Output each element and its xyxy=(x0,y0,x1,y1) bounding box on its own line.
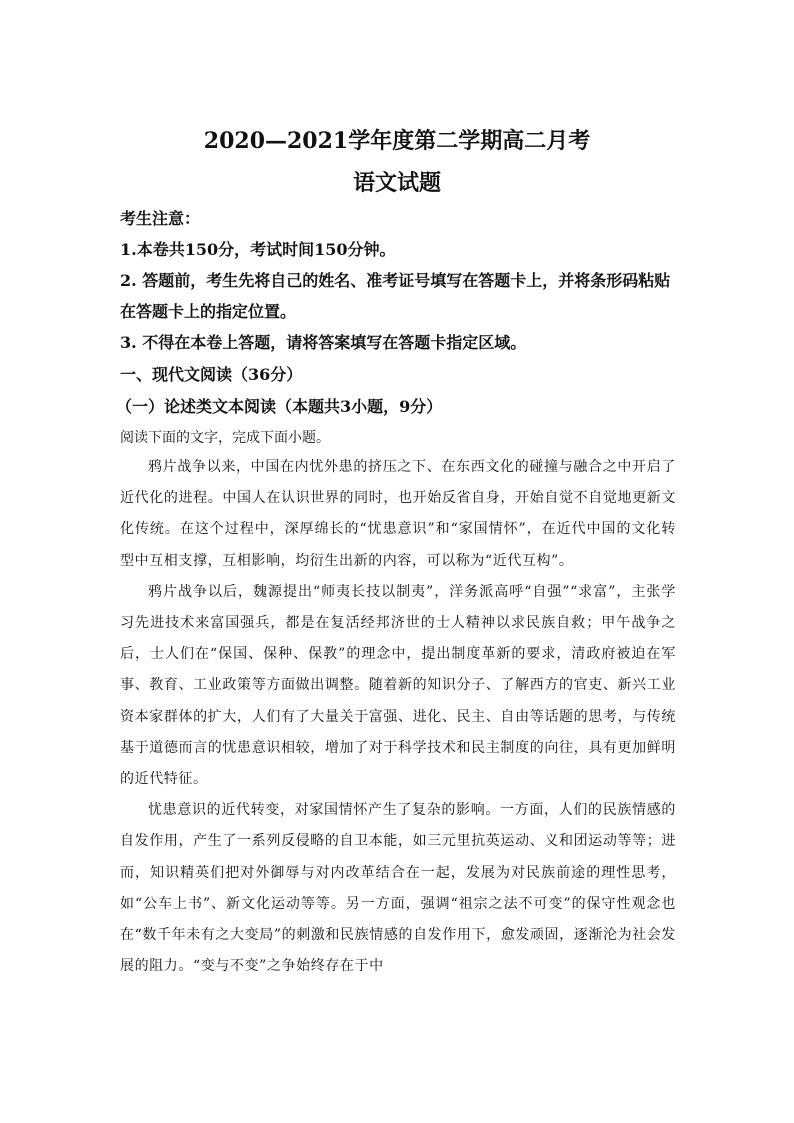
notice-heading: 考生注意： xyxy=(120,209,201,228)
exam-title: 2020—2021学年度第二学期高二月考 xyxy=(203,128,591,154)
section-heading: 一、现代文阅读（36分） xyxy=(120,365,303,384)
reading-instruction: 阅读下面的文字，完成下面小题。 xyxy=(120,430,330,446)
passage-paragraph-2: 鸦片战争以后，魏源提出“师夷长技以制夷”，洋务派高呼“自强”“求富”，主张学习先进技术来富国强兵，都是在复活经邦济世的士人精神以求民族自救；甲午战争之后，士人们在“保国、保种、保教”的理念中，提出制度革新的要求，清政府被迫在军事、教育、工业政策等方面做出调整。随着新的知识分子、了解西方的官吏、新兴工业资本家群体的扩大，人们有了大量关于富强、进化、民主、自由等话题的思考，与传统基于道德而言的忧患意识相较，增加了对于科学技术和民主制度的向往，具有更加鲜明的近代特征。 xyxy=(120,583,676,788)
exam-subtitle: 语文试题 xyxy=(352,170,441,196)
sub-section-heading: （一）论述类文本阅读（本题共3小题，9分） xyxy=(116,397,443,416)
notice-item-3: 3. 不得在本卷上答题，请将答案填写在答题卡指定区域。 xyxy=(120,333,527,352)
passage-paragraph-3: 忧患意识的近代转变，对家国情怀产生了复杂的影响。一方面，人们的民族情感的自发作用，产生了一系列反侵略的自卫本能，如三元里抗英运动、义和团运动等等；进而，知识精英们把对外御辱与对内改革结合在一起，发展为对民族前途的理性思考，如“公车上书”、新文化运动等等。另一方面，强调“祖宗之法不可变”的保守性观念也在“数千年未有之大变局”的刺激和民族情感的自发作用下，愈发顽固，逐渐沦为社会发展的阻力。“变与不变”之争始终存在于中 xyxy=(120,802,676,975)
notice-item-2-line-2: 在答题卡上的指定位置。 xyxy=(120,302,297,321)
notice-item-1: 1.本卷共150分，考试时间150分钟。 xyxy=(120,240,396,259)
notice-item-2-line-1: 2. 答题前，考生先将自己的姓名、准考证号填写在答题卡上，并将条形码粘贴 xyxy=(120,271,671,290)
passage-body xyxy=(120,452,676,982)
passage-paragraph-1: 鸦片战争以来，中国在内忧外患的挤压之下、在东西文化的碰撞与融合之中开启了近代化的进程。中国人在认识世界的同时，也开始反省自身，开始自觉不自觉地更新文化传统。在这个过程中，深厚绵长的“忧患意识”和“家国情怀”，在近代中国的文化转型中互相支撑，互相影响，均衍生出新的内容，可以称为“近代互构”。 xyxy=(120,459,676,569)
